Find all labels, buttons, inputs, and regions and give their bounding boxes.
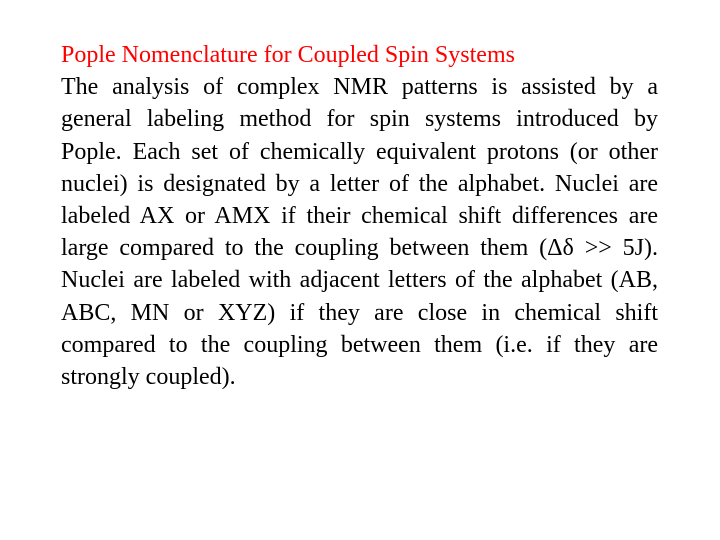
slide-body-text: The analysis of complex NMR patterns is assisted by a general labeling method for spin systems introduced by Pople. Each set of chemically equivalent protons (or other nuclei) is designated by a letter of the alphabet. Nuclei are labeled AX or AMX if their chemical shift differences are large compared to the coupling between them (Δδ >> 5J). Nuclei are labeled with adjacent letters of the alphabet (AB, ABC, MN or XYZ) if they are close in chemical shift compared to the coupling between them (i.e. if they are strongly coupled). — [61, 74, 658, 391]
slide-title: Pople Nomenclature for Coupled Spin Systems — [61, 42, 515, 68]
slide-content — [61, 39, 658, 393]
